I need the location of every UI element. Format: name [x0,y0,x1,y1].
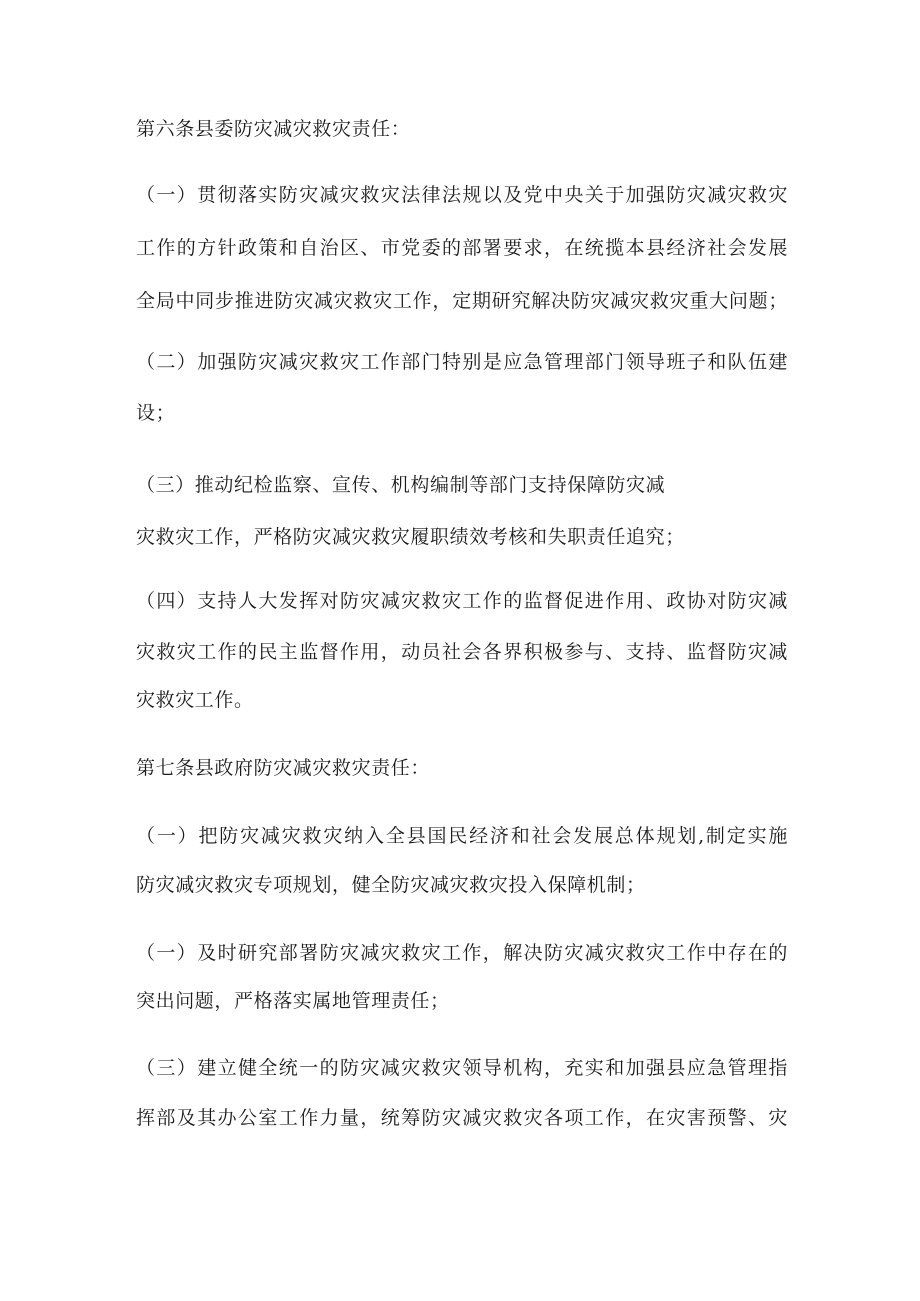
article-6-heading: 第六条县委防灾减灾救灾责任： [136,118,411,140]
article-7-item-2-line-1: （一）及时研究部署防灾减灾救灾工作，解决防灾减灾救灾工作中存在的 [136,942,788,964]
article-6-item-1-line-2: 工作的方针政策和自治区、市党委的部署要求，在统揽本县经济社会发展 [136,237,788,259]
article-6-item-2-line-2: 设； [136,402,176,424]
article-7-heading: 第七条县政府防灾减灾救灾责任： [136,757,431,779]
article-7-item-1-line-2: 防灾减灾救灾专项规划，健全防灾减灾救灾投入保障机制； [136,874,646,896]
article-6-item-3-line-1: （三）推动纪检监察、宣传、机构编制等部门支持保障防灾减 [136,474,666,496]
article-6-item-4-line-1: （四）支持人大发挥对防灾减灾救灾工作的监督促进作用、政协对防灾减 [136,590,788,612]
article-7-item-3-line-2: 挥部及其办公室工作力量，统筹防灾减灾救灾各项工作，在灾害预警、灾 [136,1107,788,1129]
article-7-item-3-line-1: （三）建立健全统一的防灾减灾救灾领导机构，充实和加强县应急管理指 [136,1057,788,1079]
article-6-item-1-line-3: 全局中同步推进防灾减灾救灾工作，定期研究解决防灾减灾救灾重大问题； [136,290,788,312]
article-6-item-3-line-2: 灾救灾工作，严格防灾减灾救灾履职绩效考核和失职责任追究； [136,526,685,548]
article-6-item-4-line-2: 灾救灾工作的民主监督作用，动员社会各界积极参与、支持、监督防灾减 [136,641,788,663]
article-6-item-2-line-1: （二）加强防灾减灾救灾工作部门特别是应急管理部门领导班子和队伍建 [136,351,788,373]
article-7-item-2-line-2: 突出问题，严格落实属地管理责任； [136,990,450,1012]
article-6-item-1-line-1: （一）贯彻落实防灾减灾救灾法律法规以及党中央关于加强防灾减灾救灾 [136,184,788,206]
article-6-item-4-line-3: 灾救灾工作。 [136,689,254,711]
article-7-item-1-line-1: （一）把防灾减灾救灾纳入全县国民经济和社会发展总体规划,制定实施 [136,825,788,847]
